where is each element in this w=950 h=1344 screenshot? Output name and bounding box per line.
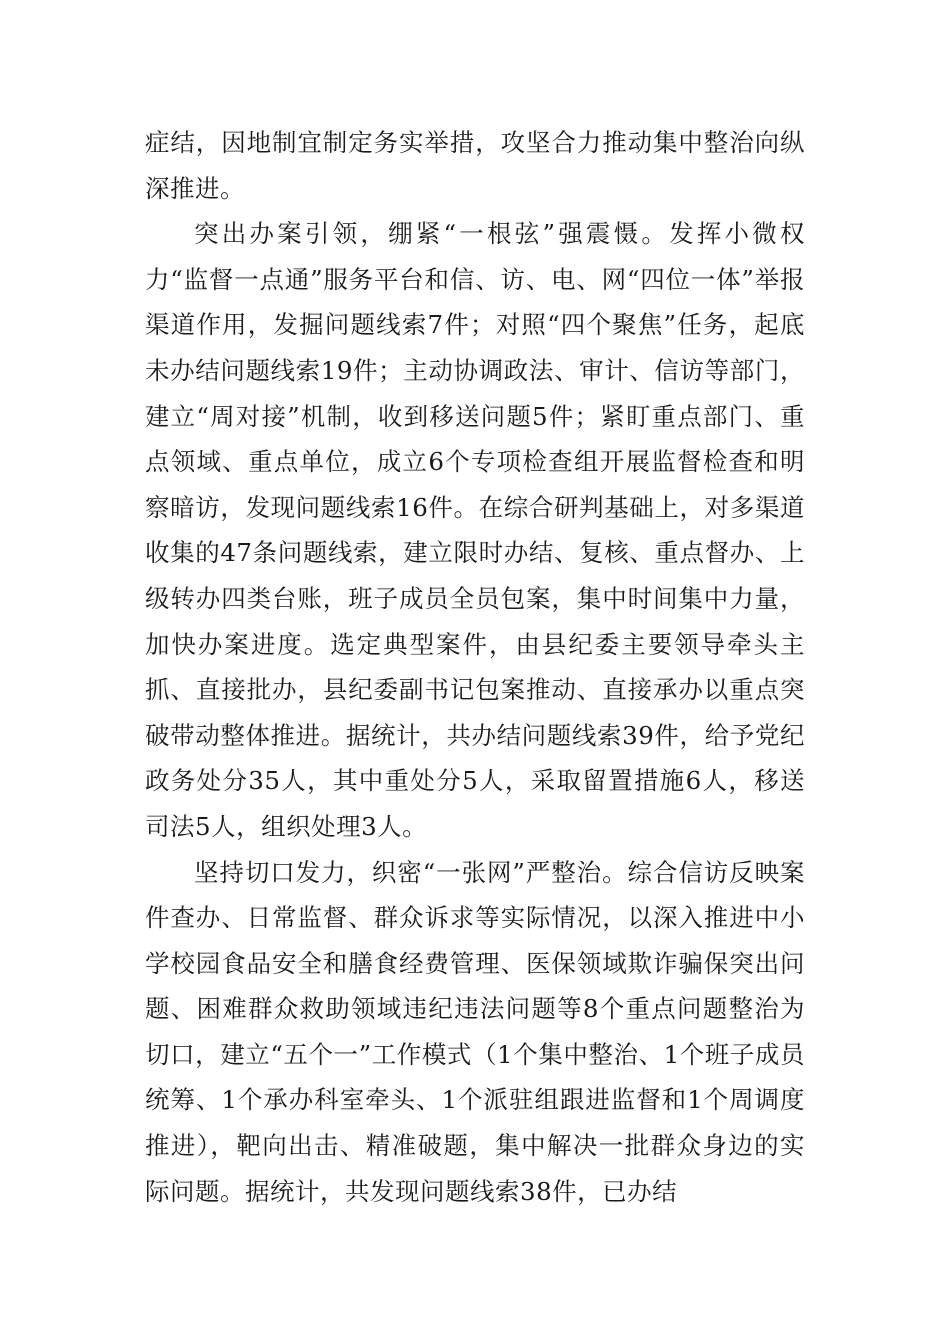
document-body — [145, 120, 805, 1214]
paragraph-case-handling: 突出办案引领，绷紧“一根弦”强震慑。发挥小微权力“监督一点通”服务平台和信、访、电、网“四位一体”举报渠道作用，发掘问题线索7件；对照“四个聚焦”任务，起底未办结问题线索19件；主动协调政法、审计、信访等部门，建立“周对接”机制，收到移送问题5件；紧盯重点部门、重点领域、重点单位，成立6个专项检查组开展监督检查和明察暗访，发现问题线索16件。在综合研判基础上，对多渠道收集的47条问题线索，建立限时办结、复核、重点督办、上级转办四类台账，班子成员全员包案，集中时间集中力量，加快办案进度。选定典型案件，由县纪委主要领导牵头主抓、直接批办，县纪委副书记包案推动、直接承办以重点突破带动整体推进。据统计，共办结问题线索39件，给予党纪政务处分35人，其中重处分5人，采取留置措施6人，移送司法5人，组织处理3人。 — [145, 219, 805, 841]
paragraph-continuation: 症结，因地制宜制定务实举措，攻坚合力推动集中整治向纵深推进。 — [145, 128, 805, 203]
paragraph-rectification: 坚持切口发力，织密“一张网”严整治。综合信访反映案件查办、日常监督、群众诉求等实际情况，以深入推进中小学校园食品安全和膳食经费管理、医保领域欺诈骗保突出问题、困难群众救助领域违纪违法问题等8个重点问题整治为切口，建立“五个一”工作模式（1个集中整治、1个班子成员统筹、1个承办科室牵头、1个派驻组跟进监督和1个周调度推进），靶向出击、精准破题，集中解决一批群众身边的实际问题。据统计，共发现问题线索38件，已办结 — [145, 857, 805, 1206]
